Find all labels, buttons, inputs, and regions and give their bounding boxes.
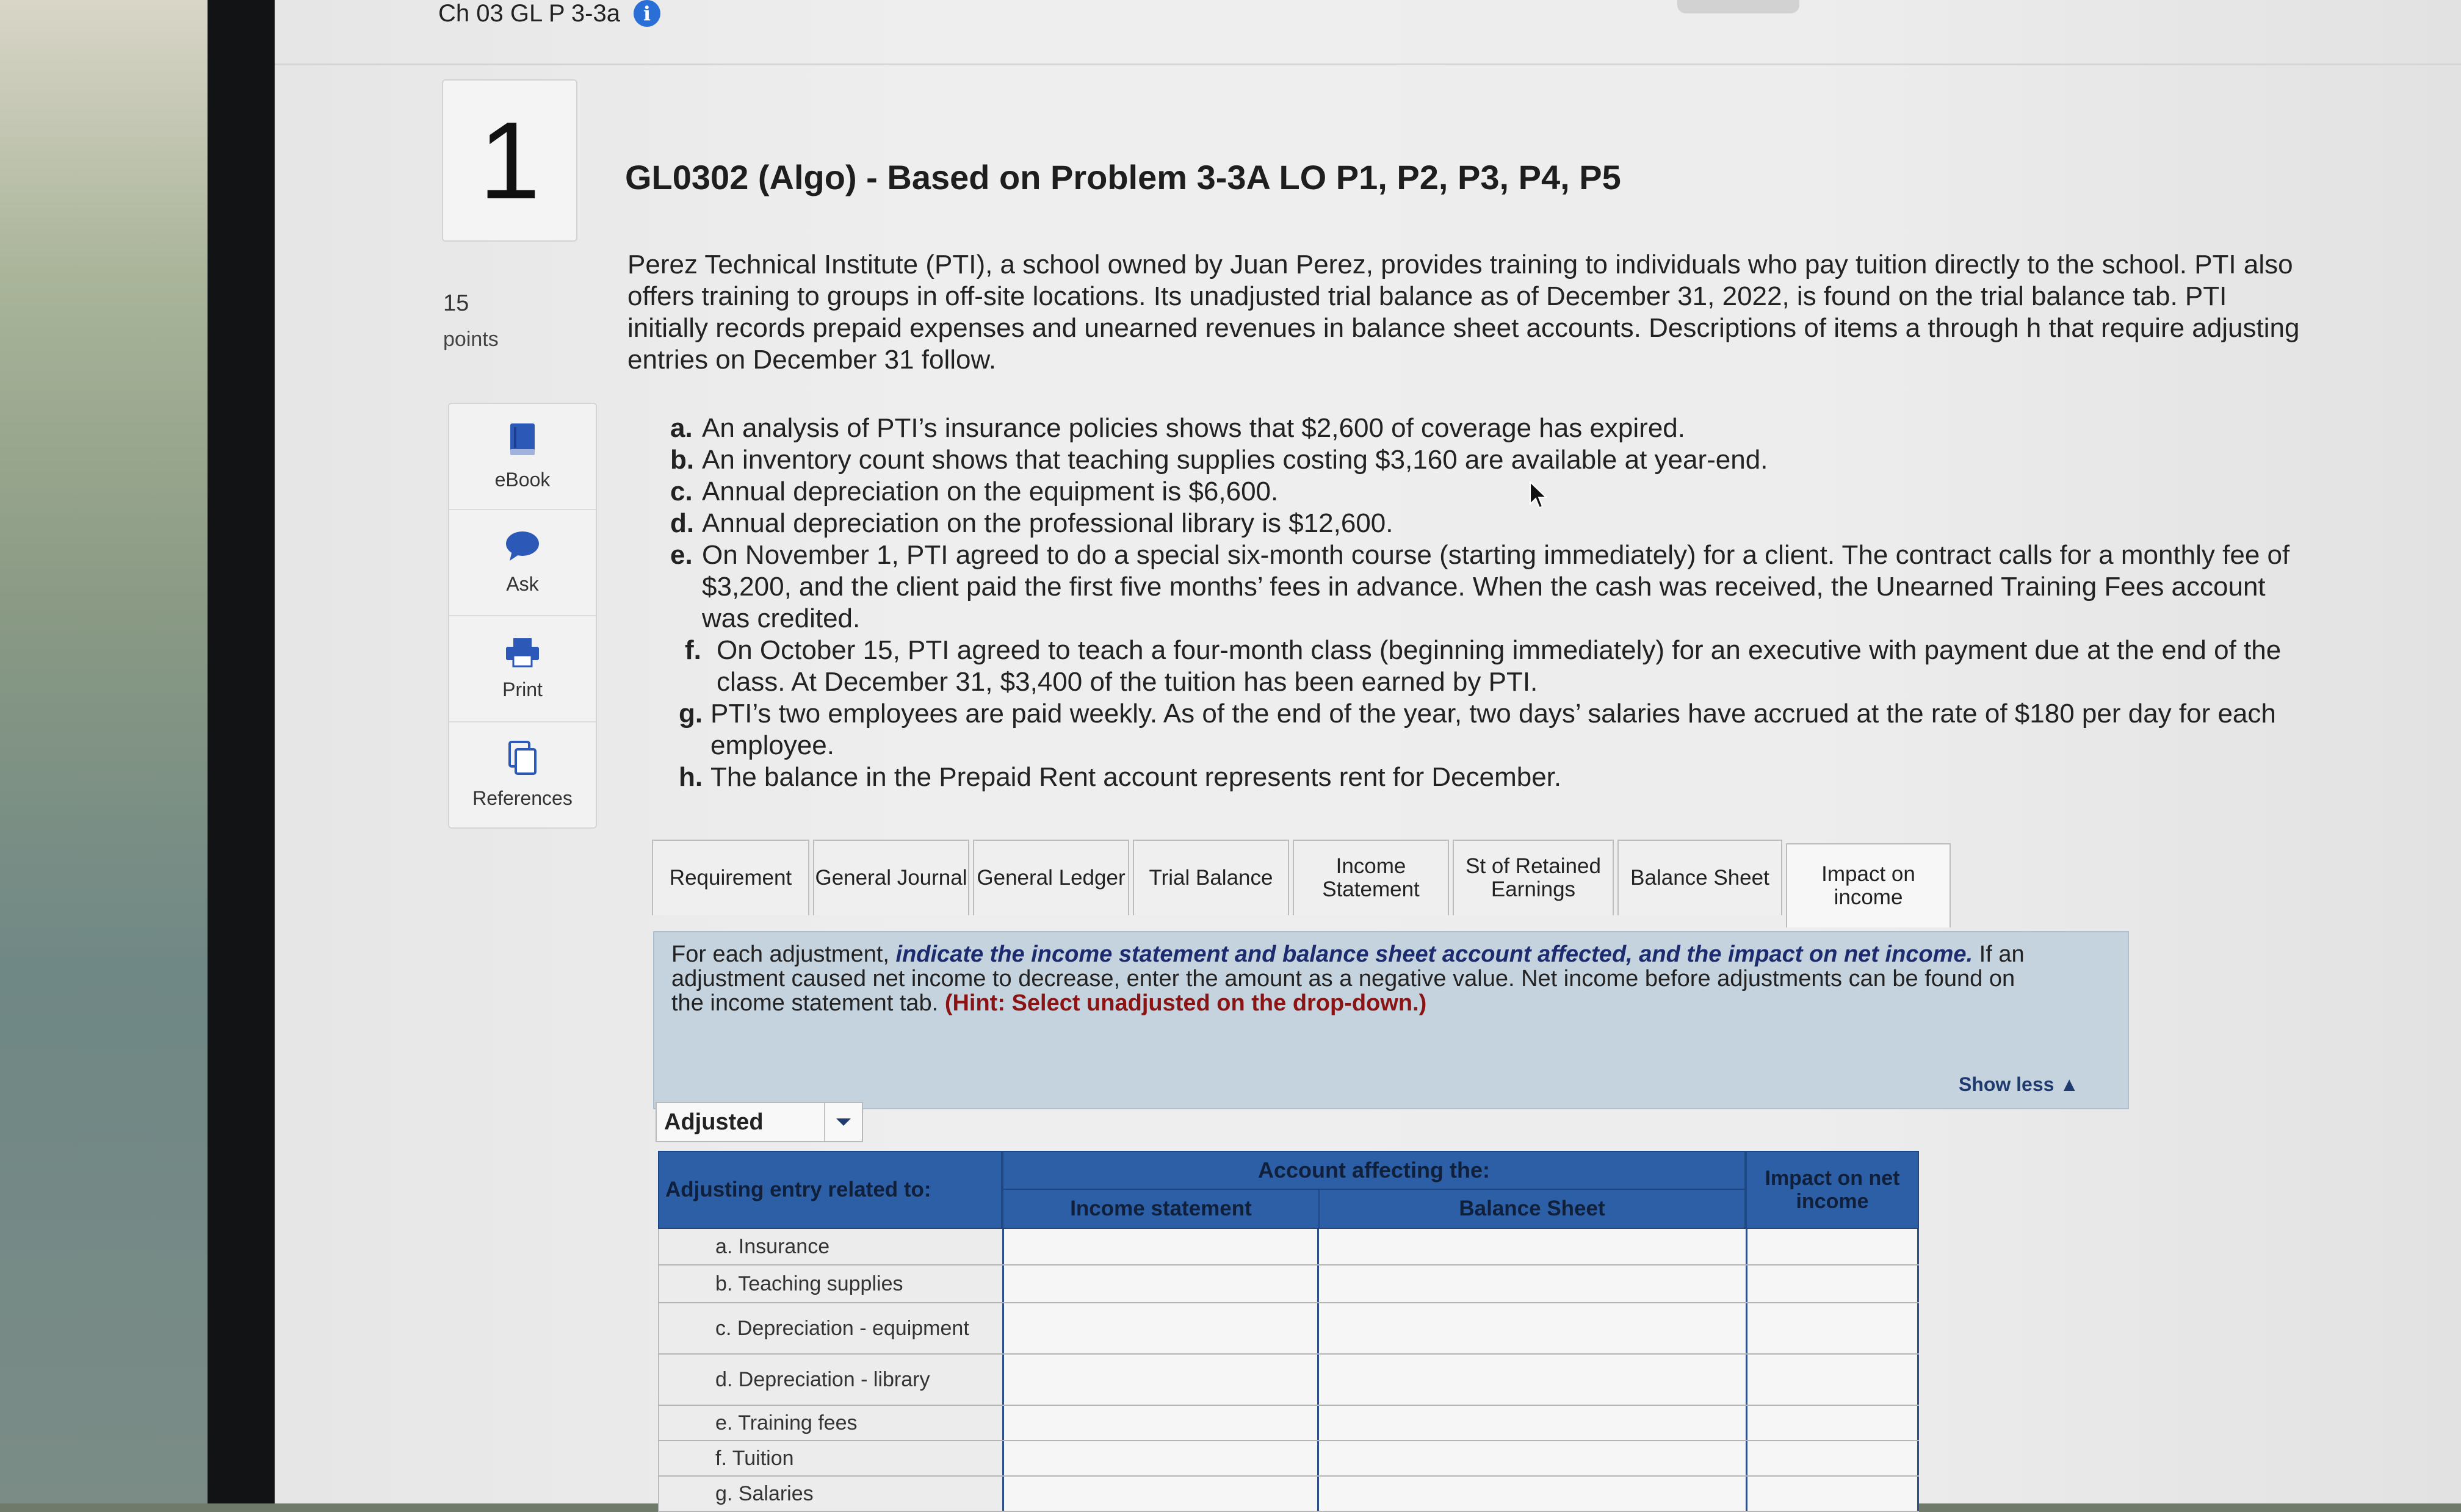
- print-button[interactable]: [449, 616, 596, 722]
- income-statement-select[interactable]: [1002, 1303, 1317, 1353]
- impact-input[interactable]: [1746, 1406, 1919, 1440]
- monitor-bezel: [208, 0, 281, 1503]
- row-label: f. Tuition: [658, 1441, 1002, 1475]
- balance-sheet-select[interactable]: [1317, 1303, 1746, 1353]
- adjustment-items-list: [670, 412, 2294, 793]
- show-less-link[interactable]: Show less ▲: [1958, 1073, 2079, 1095]
- row-label: g. Salaries: [658, 1477, 1002, 1511]
- income-statement-select[interactable]: [1002, 1229, 1317, 1264]
- impact-input[interactable]: [1746, 1229, 1919, 1264]
- dropdown-value: Adjusted: [664, 1109, 764, 1135]
- hint-text: (Hint: Select unadjusted on the drop-down.): [944, 990, 1427, 1016]
- col-adjusting-entry: Adjusting entry related to:: [658, 1151, 1002, 1229]
- tab-general-ledger[interactable]: General Ledger: [973, 840, 1129, 915]
- table-row: [658, 1265, 1919, 1303]
- chat-bubble-icon: [505, 530, 540, 562]
- points-box: [443, 290, 499, 351]
- income-statement-select[interactable]: [1002, 1265, 1317, 1302]
- table-row: [658, 1303, 1919, 1355]
- table-row: [658, 1406, 1919, 1441]
- references-label: References: [472, 787, 573, 809]
- col-balance-sheet: Balance Sheet: [1459, 1197, 1605, 1220]
- table-header: [658, 1151, 1919, 1229]
- tool-panel: [448, 403, 597, 829]
- list-item: g. PTI’s two employees are paid weekly. As of the end of the year, two days’ salaries have accrued at the rate of $180 per day for each employee.: [679, 699, 2276, 760]
- copy-pages-icon: [507, 741, 538, 776]
- top-right-button[interactable]: [1677, 0, 1799, 13]
- tab-trial-balance[interactable]: Trial Balance: [1133, 840, 1289, 915]
- header-divider: [275, 63, 2461, 65]
- row-label: b. Teaching supplies: [658, 1265, 1002, 1302]
- book-icon: [508, 422, 537, 458]
- impact-input[interactable]: [1746, 1441, 1919, 1475]
- list-item: d. Annual depreciation on the professional library is $12,600.: [670, 508, 1393, 538]
- question-number: 1: [442, 79, 577, 242]
- balance-sheet-select[interactable]: [1317, 1229, 1746, 1264]
- impact-input[interactable]: [1746, 1303, 1919, 1353]
- col-impact-net-income: Impact on net income: [1746, 1151, 1919, 1229]
- tab-income-statement[interactable]: Income Statement: [1293, 840, 1449, 915]
- points-label: points: [443, 328, 499, 351]
- question-intro: Perez Technical Institute (PTI), a school owned by Juan Perez, provides training to individuals who pay tuition directly to the school. PTI also offers training to groups in off-site locations. Its unadjusted trial balance as of December 31, 2022, is found on the trial balance tab. PTI initially records prepaid expenses and unearned revenues in balance sheet accounts. Descriptions of items a through h that require adjusting entries on December 31 follow.: [627, 250, 2300, 375]
- tab-bar: [652, 840, 1954, 927]
- list-item: f. On October 15, PTI agreed to teach a four-month class (beginning immediately) for an executive with payment due at the end of the class. At December 31, $3,400 of the tuition has been earned by PTI.: [685, 635, 2282, 697]
- balance-sheet-select[interactable]: [1317, 1355, 1746, 1405]
- impact-table: [658, 1151, 1919, 1512]
- instruction-text: For each adjustment, indicate the income statement and balance sheet account affected, and the impact on net income. If an adjustment caused net income to decrease, enter the amount as a negative value. Net income before adjustments can be found on the income statement tab. (Hint: Select unadjusted on the drop-down.): [671, 941, 2025, 1016]
- info-icon[interactable]: i: [634, 0, 660, 27]
- tab-requirement[interactable]: Requirement: [652, 840, 809, 915]
- tab-balance-sheet[interactable]: Balance Sheet: [1617, 840, 1782, 915]
- impact-input[interactable]: [1746, 1355, 1919, 1405]
- background-surroundings: [0, 0, 220, 1503]
- col-income-statement: Income statement: [1003, 1190, 1320, 1228]
- table-row: [658, 1229, 1919, 1265]
- adjusted-dropdown[interactable]: [656, 1102, 863, 1142]
- balance-sheet-select[interactable]: [1317, 1265, 1746, 1302]
- ask-label: Ask: [506, 572, 539, 595]
- list-item: a. An analysis of PTI’s insurance policies shows that $2,600 of coverage has expired.: [670, 413, 1685, 443]
- row-label: e. Training fees: [658, 1406, 1002, 1440]
- row-label: a. Insurance: [658, 1229, 1002, 1264]
- mouse-cursor-icon: [1529, 481, 1547, 510]
- list-item: b. An inventory count shows that teaching supplies costing $3,160 are available at year-end.: [670, 445, 1768, 475]
- question-title: GL0302 (Algo) - Based on Problem 3-3A LO P1, P2, P3, P4, P5: [625, 158, 1621, 196]
- impact-input[interactable]: [1746, 1477, 1919, 1511]
- list-item: c. Annual depreciation on the equipment is $6,600.: [670, 477, 1279, 506]
- row-label: d. Depreciation - library: [658, 1355, 1002, 1405]
- tab-retained-earnings[interactable]: St of Retained Earnings: [1453, 840, 1614, 915]
- chevron-down-icon[interactable]: [824, 1103, 862, 1141]
- list-item: e. On November 1, PTI agreed to do a special six-month course (starting immediately) for a client. The contract calls for a monthly fee of $3,200, and the client paid the first five months’ fees in advance. When the cash was received, the Unearned Training Fees account was credited.: [670, 540, 2290, 633]
- income-statement-select[interactable]: [1002, 1355, 1317, 1405]
- table-row: [658, 1355, 1919, 1406]
- ask-button[interactable]: [449, 510, 596, 616]
- ebook-button[interactable]: [449, 404, 596, 510]
- balance-sheet-select[interactable]: [1317, 1406, 1746, 1440]
- balance-sheet-select[interactable]: [1317, 1441, 1746, 1475]
- page-header: [438, 0, 660, 27]
- assignment-title: Ch 03 GL P 3-3a: [438, 0, 620, 27]
- row-label: c. Depreciation - equipment: [658, 1303, 1002, 1353]
- print-label: Print: [502, 678, 543, 700]
- printer-icon: [505, 637, 540, 668]
- income-statement-select[interactable]: [1002, 1441, 1317, 1475]
- references-button[interactable]: [449, 722, 596, 827]
- list-item: h. The balance in the Prepaid Rent account represents rent for December.: [679, 762, 1562, 792]
- tab-impact-on-income[interactable]: Impact on income: [1786, 843, 1951, 927]
- points-value: 15: [443, 290, 469, 316]
- col-group-label: Account affecting the:: [1003, 1152, 1744, 1190]
- tab-general-journal[interactable]: General Journal: [813, 840, 969, 915]
- instruction-panel: [653, 931, 2129, 1109]
- table-row: [658, 1477, 1919, 1512]
- income-statement-select[interactable]: [1002, 1477, 1317, 1511]
- col-account-group: [1002, 1151, 1746, 1229]
- balance-sheet-select[interactable]: [1317, 1477, 1746, 1511]
- income-statement-select[interactable]: [1002, 1406, 1317, 1440]
- impact-input[interactable]: [1746, 1265, 1919, 1302]
- ebook-label: eBook: [494, 468, 551, 491]
- table-row: [658, 1441, 1919, 1477]
